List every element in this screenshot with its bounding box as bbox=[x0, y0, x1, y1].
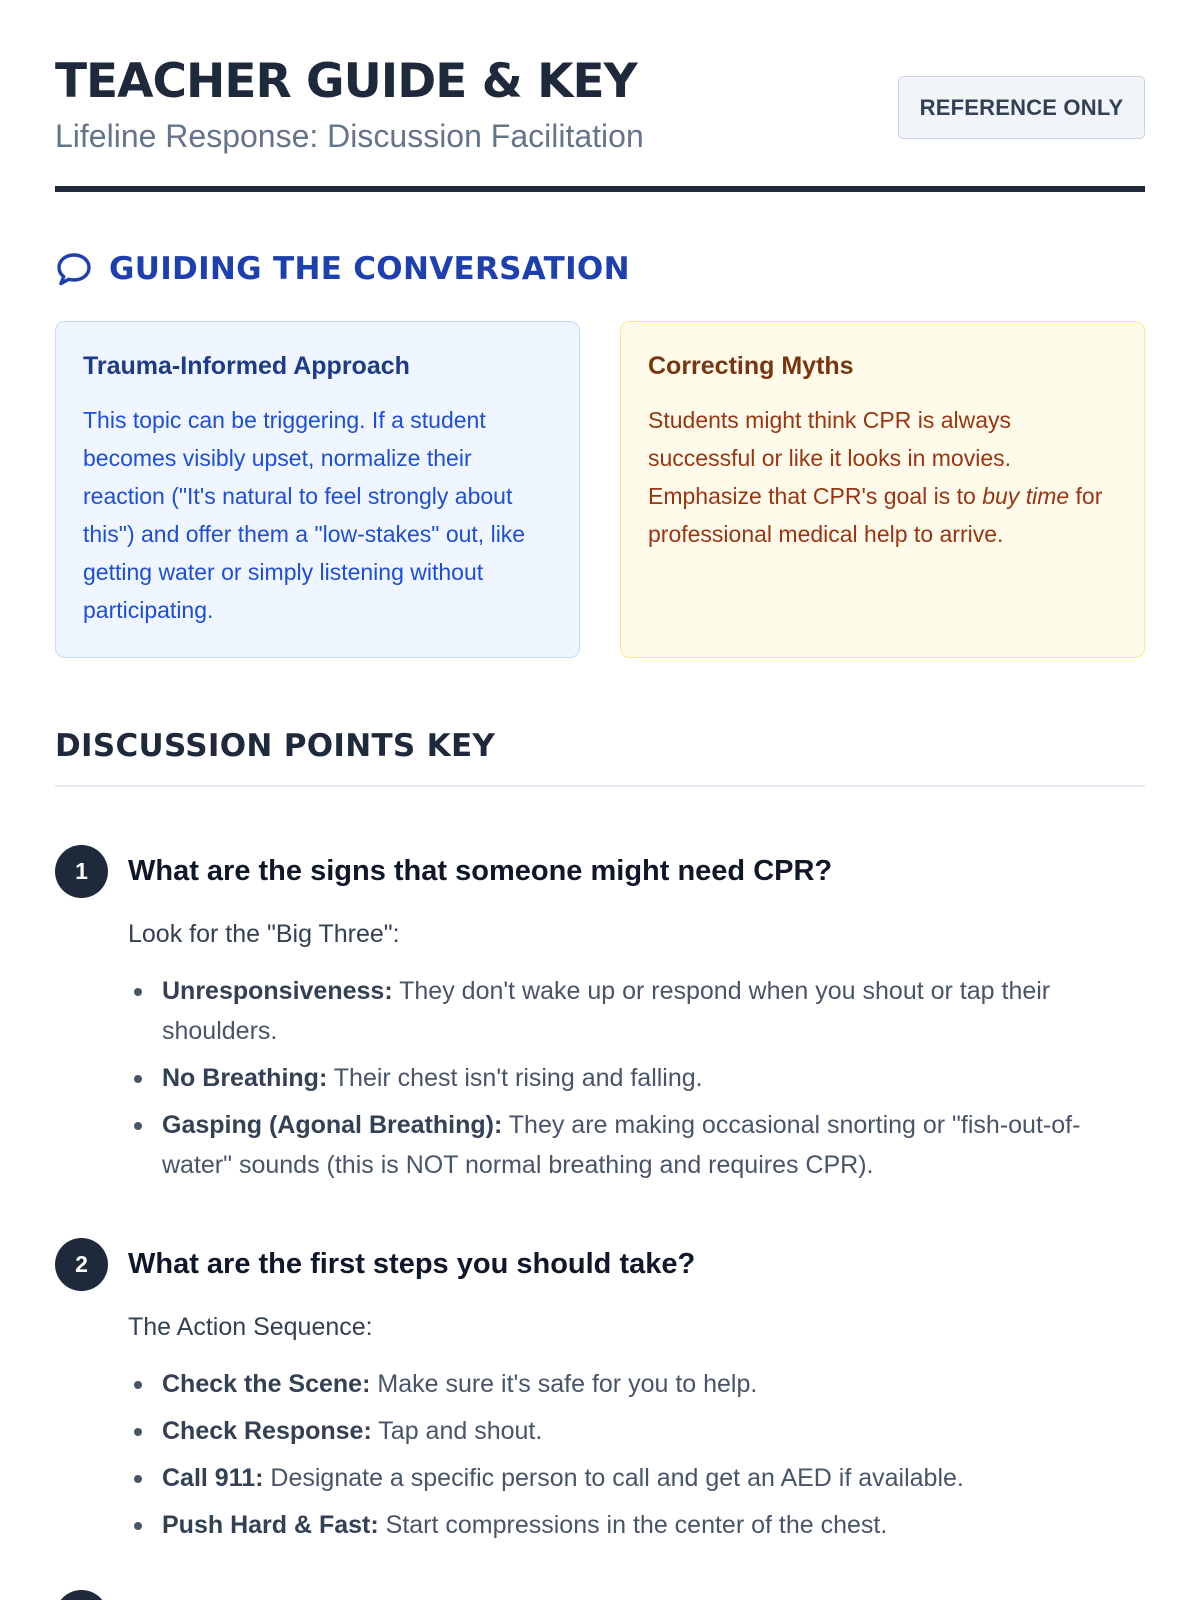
page-header bbox=[55, 0, 1145, 196]
guiding-section-heading bbox=[55, 250, 630, 288]
list-item bbox=[128, 1505, 1145, 1545]
item-term: Check the Scene: bbox=[162, 1370, 371, 1398]
guidance-cards bbox=[55, 321, 1145, 658]
item-term: No Breathing: bbox=[162, 1064, 328, 1092]
discussion-divider bbox=[55, 785, 1145, 787]
item-term: Call 911: bbox=[162, 1464, 264, 1492]
guiding-section-title: GUIDING THE CONVERSATION bbox=[109, 251, 630, 287]
list-item bbox=[128, 1411, 1145, 1451]
question-number-badge-partial bbox=[55, 1590, 108, 1600]
chat-bubble-icon bbox=[55, 250, 93, 288]
question-text: What are the first steps you should take? bbox=[128, 1248, 696, 1280]
item-term: Check Response: bbox=[162, 1417, 372, 1445]
question-block bbox=[55, 845, 1145, 1192]
list-item bbox=[128, 1058, 1145, 1098]
card-text-part: for professional medical help to arrive. bbox=[648, 483, 1103, 547]
answer-intro: Look for the "Big Three": bbox=[128, 920, 400, 948]
card-text-part: Students might think CPR is always successful or like it looks in movies. Emphasize that CPR's goal is to bbox=[648, 407, 1012, 509]
header-divider bbox=[55, 186, 1145, 192]
question-block bbox=[55, 1238, 1145, 1552]
trauma-informed-card bbox=[55, 321, 580, 658]
card-text-emphasis: buy time bbox=[982, 483, 1070, 509]
card-title: Correcting Myths bbox=[648, 352, 854, 380]
page-subtitle: Lifeline Response: Discussion Facilitation bbox=[55, 118, 644, 154]
item-term: Unresponsiveness: bbox=[162, 977, 393, 1005]
card-title: Trauma-Informed Approach bbox=[83, 352, 410, 380]
question-number-badge: 1 bbox=[55, 845, 108, 898]
question-number-badge: 2 bbox=[55, 1238, 108, 1291]
item-detail: Their chest isn't rising and falling. bbox=[327, 1064, 703, 1092]
item-detail: Start compressions in the center of the chest. bbox=[378, 1511, 888, 1539]
list-item bbox=[128, 1458, 1145, 1498]
reference-only-badge: REFERENCE ONLY bbox=[898, 76, 1145, 139]
correcting-myths-card bbox=[620, 321, 1145, 658]
item-detail: They are making occasional snorting or "fish-out-of-water" sounds (this is NOT normal breathing and requires CPR). bbox=[162, 1111, 1081, 1179]
question-text: What are the signs that someone might need CPR? bbox=[128, 855, 833, 887]
item-term: Gasping (Agonal Breathing): bbox=[162, 1111, 503, 1139]
list-item bbox=[128, 971, 1145, 1051]
item-detail: Designate a specific person to call and get an AED if available. bbox=[263, 1464, 964, 1492]
discussion-section-title: DISCUSSION POINTS KEY bbox=[55, 728, 496, 764]
card-text bbox=[648, 401, 1117, 553]
item-term: Push Hard & Fast: bbox=[162, 1511, 379, 1539]
list-item bbox=[128, 1105, 1145, 1185]
answer-list bbox=[128, 1364, 1145, 1545]
list-item bbox=[128, 1364, 1145, 1404]
item-detail: Make sure it's safe for you to help. bbox=[370, 1370, 758, 1398]
question-header bbox=[55, 845, 1145, 898]
question-header bbox=[55, 1238, 1145, 1291]
card-text: This topic can be triggering. If a student becomes visibly upset, normalize their reaction ("It's natural to feel strongly about this") and offer them a "low-stakes" out, like getting water or simply listening without participating. bbox=[83, 407, 526, 623]
item-detail: Tap and shout. bbox=[371, 1417, 543, 1445]
item-detail: They don't wake up or respond when you shout or tap their shoulders. bbox=[162, 977, 1051, 1045]
answer-intro: The Action Sequence: bbox=[128, 1313, 373, 1341]
answer-list bbox=[128, 971, 1145, 1185]
page-title: TEACHER GUIDE & KEY bbox=[55, 54, 637, 109]
